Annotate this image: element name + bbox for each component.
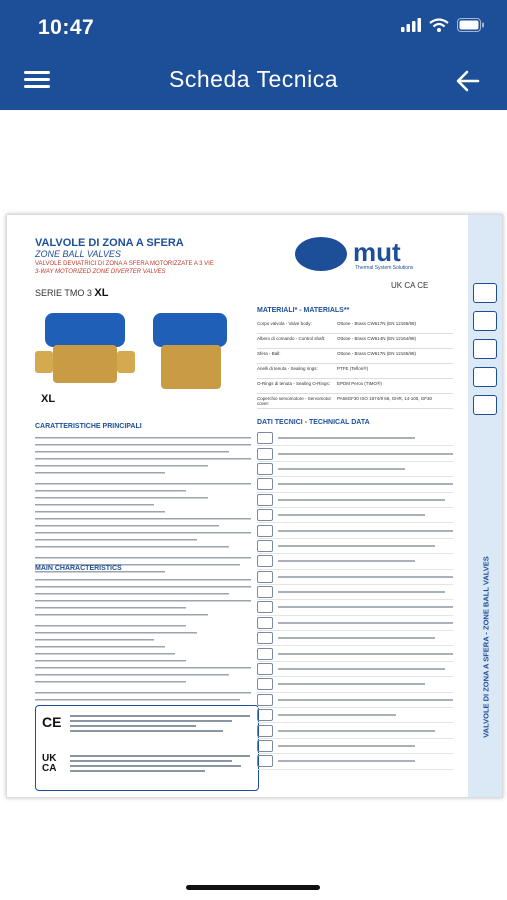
tech-row (257, 431, 453, 446)
tech-row (257, 462, 453, 477)
spec-icon (257, 601, 273, 613)
materials-row: O-Rings di tenuta - Sealing O-Rings: EPDM Perox (TIMO®) (257, 379, 453, 394)
spec-icon (257, 694, 273, 706)
tech-row (257, 723, 453, 738)
spec-icon (257, 755, 273, 767)
spec-icon (257, 740, 273, 752)
tech-row (257, 554, 453, 569)
home-indicator[interactable] (186, 885, 320, 890)
heating-icon (473, 367, 497, 387)
ukca-mark-icon: UK CA (42, 753, 57, 774)
brand-tagline: Thermal System Solutions (355, 265, 414, 271)
status-icons (401, 18, 485, 32)
main-char-paragraph (35, 577, 251, 704)
battery-icon (457, 18, 485, 32)
signal-icon (401, 18, 421, 32)
spec-icon (257, 586, 273, 598)
materials-row: Coperchio servomotore - Servomotor cover: PA66GF30 ISO 1874/9 66, GHR, 14-100, GF30 (257, 394, 453, 409)
tech-row (257, 600, 453, 615)
spec-icon (257, 617, 273, 629)
datasheet-document[interactable] (6, 214, 503, 798)
spec-icon (257, 509, 273, 521)
materials-row: Sfera - Ball: Ottone - Brass CW617N (EN 12165/98) (257, 349, 453, 364)
tech-row (257, 631, 453, 646)
spec-icon (257, 725, 273, 737)
status-time: 10:47 (38, 16, 95, 39)
tech-row (257, 570, 453, 585)
arrow-left-icon (455, 68, 481, 94)
fire-icon (473, 311, 497, 331)
spec-icon (257, 709, 273, 721)
materials-row: Corpo valvola - Valve body: Ottone - Brass CW617N (EN 12165/98) (257, 319, 453, 334)
tech-data-list (257, 431, 453, 770)
doc-title: VALVOLE DI ZONA A SFERA (35, 237, 184, 249)
brand-name: mut (353, 237, 401, 267)
materials-heading: MATERIALI* - MATERIALS** (257, 307, 350, 314)
logo-emblem-icon (295, 237, 347, 271)
spec-icon (257, 432, 273, 444)
tech-row (257, 508, 453, 523)
spec-icon (257, 494, 273, 506)
compliance-box (35, 705, 259, 791)
status-bar (0, 14, 507, 40)
spec-icon (257, 663, 273, 675)
water-icon (473, 339, 497, 359)
back-button[interactable] (455, 68, 481, 94)
spec-icon (257, 478, 273, 490)
materials-row: Albero di comando - Control shaft: Ottone - Brass CW614N (EN 12164/98) (257, 334, 453, 349)
side-icon-column (473, 283, 497, 423)
materials-row: Anelli di tenuta - Sealing rings: PTFE (Teflon®) (257, 364, 453, 379)
tech-row (257, 693, 453, 708)
temperature-icon (473, 283, 497, 303)
tech-row (257, 585, 453, 600)
doc-line-english: 3-WAY MOTORIZED ZONE DIVERTER VALVES (35, 269, 166, 275)
tech-row (257, 677, 453, 692)
tech-row (257, 646, 453, 661)
series-label: SERIE TMO 3 XL (35, 287, 109, 299)
tech-row (257, 446, 453, 461)
tech-row (257, 662, 453, 677)
spec-icon (257, 571, 273, 583)
wifi-icon (429, 18, 449, 32)
main-char-heading: MAIN CHARACTERISTICS (35, 565, 122, 572)
side-label: VALVOLE DI ZONA A SFERA - ZONE BALL VALVES (481, 556, 491, 738)
spec-icon (257, 678, 273, 690)
charact-heading: CARATTERISTICHE PRINCIPALI (35, 423, 142, 430)
tech-row (257, 523, 453, 538)
spec-icon (257, 648, 273, 660)
nav-bar (0, 62, 507, 102)
tech-row (257, 708, 453, 723)
app-header (0, 0, 507, 110)
materials-table (257, 319, 453, 409)
valve-icon (473, 395, 497, 415)
doc-subtitle: ZONE BALL VALVES (35, 249, 121, 259)
product-image (35, 305, 245, 407)
tech-row (257, 477, 453, 492)
brand-logo (295, 235, 445, 277)
ukca-compliance-text (70, 752, 250, 775)
doc-line-italian: VALVOLE DEVIATRICI DI ZONA A SFERA MOTORIZZATE A 3 VIE (35, 261, 214, 267)
ce-compliance-text (70, 712, 250, 735)
tech-row (257, 539, 453, 554)
tech-row (257, 739, 453, 754)
spec-icon (257, 525, 273, 537)
page-title: Scheda Tecnica (169, 66, 338, 92)
tech-row (257, 754, 453, 769)
spec-icon (257, 555, 273, 567)
spec-icon (257, 632, 273, 644)
ce-mark-icon: CE (42, 714, 62, 730)
spec-icon (257, 540, 273, 552)
product-xl-label: XL (41, 393, 56, 405)
spec-icon (257, 463, 273, 475)
charact-paragraph (35, 435, 251, 576)
spec-icon (257, 448, 273, 460)
cert-marks: UK CA CE (391, 281, 429, 290)
tech-row (257, 616, 453, 631)
tech-row (257, 493, 453, 508)
tech-heading: DATI TECNICI - TECHNICAL DATA (257, 419, 370, 426)
